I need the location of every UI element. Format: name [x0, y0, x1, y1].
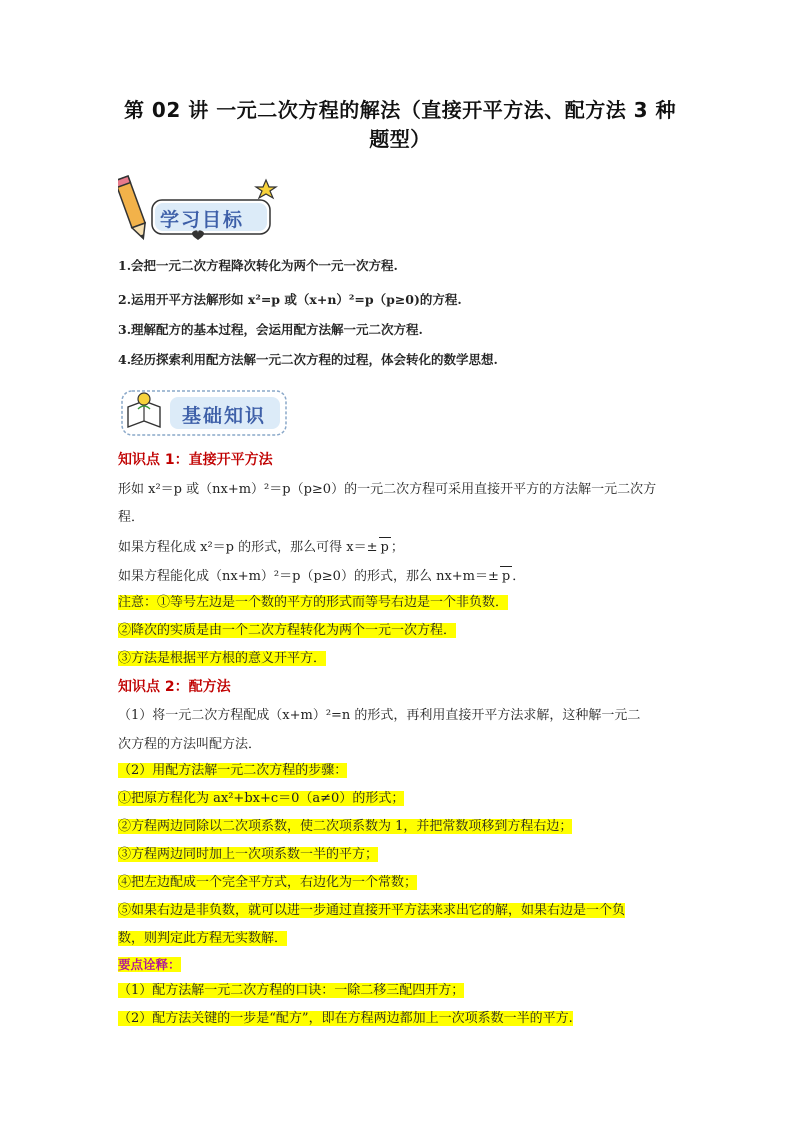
- sqrt-p: p: [379, 537, 391, 558]
- kp1-paragraph-3: 如果方程能化成（nx+m）²＝p（p≥0）的形式，那么 nx+m＝± p ．: [118, 566, 688, 587]
- kp1-paragraph-2: 如果方程化成 x²＝p 的形式，那么可得 x＝± p ；: [118, 537, 688, 558]
- knowledge-point-1-heading: 知识点 1：直接开平方法: [118, 452, 273, 468]
- key-points-heading: 要点诠释：: [118, 957, 181, 972]
- basic-knowledge-label: 基础知识: [182, 405, 267, 427]
- learning-goals-badge: [118, 174, 278, 244]
- key-point-item: （1）配方法解一元二次方程的口诀：一除二移三配四开方；: [118, 983, 465, 998]
- kp1-paragraph-1b: 程．: [118, 510, 145, 525]
- kp1-note: 注意：①等号左边是一个数的平方的形式而等号右边是一个非负数．: [118, 595, 509, 610]
- kp2-step: ①把原方程化为 ax²+bx+c＝0（a≠0）的形式；: [118, 791, 405, 806]
- key-point-item: （2）配方法关键的一步是“配方”，即在方程两边都加上一次项系数一半的平方.: [118, 1011, 573, 1026]
- kp2-paragraph-1a: （1）将一元二次方程配成（x+m）²=n 的形式，再利用直接开平方法求解，这种解一元二: [118, 708, 641, 723]
- kp2-step: ③方程两边同时加上一次项系数一半的平方；: [118, 847, 379, 862]
- kp1-paragraph-1a: 形如 x²＝p 或（nx+m）²＝p（p≥0）的一元二次方程可采用直接开平方的方法解一元二次方: [118, 482, 657, 497]
- kp2-step: ④把左边配成一个完全平方式，右边化为一个常数；: [118, 875, 418, 890]
- knowledge-point-2-heading: 知识点 2：配方法: [118, 679, 231, 695]
- kp2-step: （2）用配方法解一元二次方程的步骤：: [118, 763, 348, 778]
- kp1-note: ③方法是根据平方根的意义开平方．: [118, 651, 327, 666]
- kp1-note: ②降次的实质是由一个二次方程转化为两个一元一次方程．: [118, 623, 457, 638]
- kp2-step: ②方程两边同除以二次项系数，使二次项系数为 1，并把常数项移到方程右边；: [118, 819, 573, 834]
- sqrt-p: p: [500, 566, 512, 587]
- goal-item: 1.会把一元二次方程降次转化为两个一元一次方程.: [118, 258, 398, 273]
- goal-item: 3.理解配方的基本过程，会运用配方法解一元二次方程.: [118, 322, 423, 337]
- goal-item: 2.运用开平方法解形如 x²=p 或（x+n）²=p（p≥0)的方程.: [118, 292, 462, 307]
- title-line-2: 题型）: [369, 127, 431, 151]
- title-line-1: 第 02 讲 一元二次方程的解法（直接开平方法、配方法 3 种: [123, 98, 677, 122]
- kp2-step: ⑤如果右边是非负数，就可以进一步通过直接开平方法来求出它的解，如果右边是一个负: [118, 903, 626, 918]
- page-title: [110, 96, 690, 154]
- goal-item: 4.经历探索利用配方法解一元二次方程的过程，体会转化的数学思想.: [118, 352, 498, 367]
- learning-goals-label: 学习目标: [160, 209, 245, 231]
- basic-knowledge-badge: [118, 385, 290, 441]
- kp2-paragraph-1b: 次方程的方法叫配方法．: [118, 737, 262, 752]
- kp2-step: 数，则判定此方程无实数解．: [118, 931, 288, 946]
